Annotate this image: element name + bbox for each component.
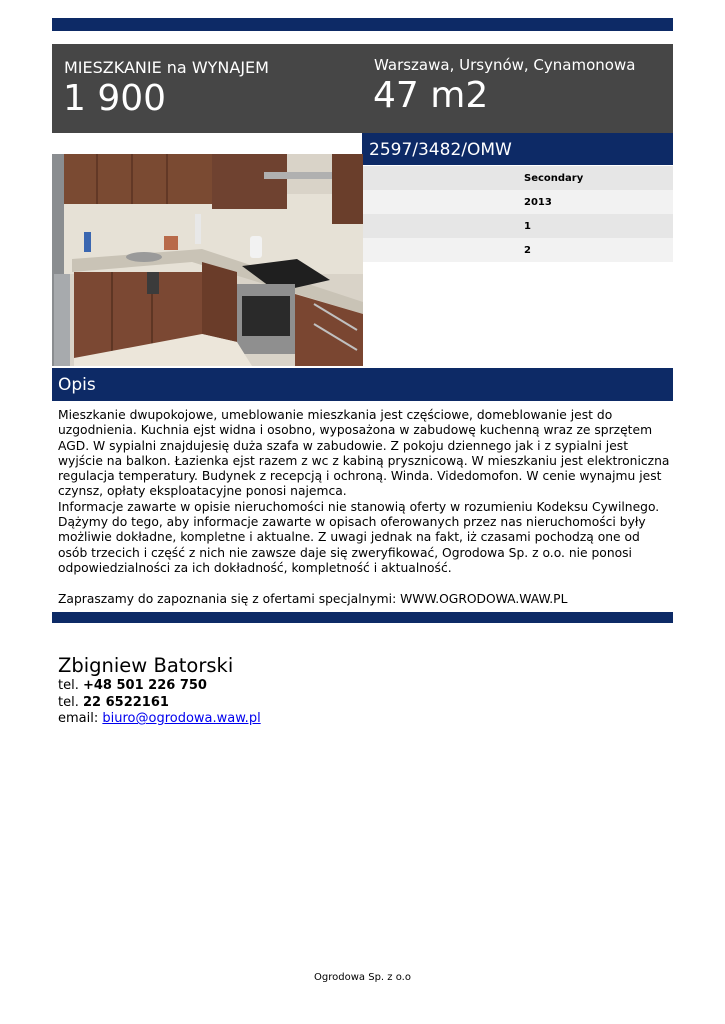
- email-label: email:: [58, 711, 99, 726]
- description-section-header: [52, 368, 673, 401]
- phone-number-landline: 22 6522161: [82, 694, 169, 710]
- param-row: [362, 238, 673, 262]
- footer-company: Ogrodowa Sp. z o.o: [314, 972, 411, 983]
- top-navy-bar: [52, 18, 673, 31]
- param-row: [362, 190, 673, 214]
- listing-header: [52, 44, 673, 133]
- section-title: Opis: [58, 375, 96, 395]
- bottom-navy-bar: [52, 612, 673, 623]
- param-value: 1: [524, 221, 531, 232]
- param-value: 2: [524, 245, 531, 256]
- listing-price: 1 900: [63, 78, 167, 119]
- param-row: [362, 214, 673, 238]
- phone-number-mobile: +48 501 226 750: [82, 678, 207, 693]
- param-value: 2013: [524, 197, 552, 208]
- email-link[interactable]: biuro@ogrodowa.waw.pl: [102, 711, 261, 726]
- phone-line-2: [58, 695, 261, 712]
- email-line: [58, 711, 261, 728]
- kitchen-photo: [52, 154, 363, 366]
- agent-name: Zbigniew Batorski: [58, 654, 234, 677]
- parameters-table: [362, 166, 673, 262]
- listing-location: Warszawa, Ursynów, Cynamonowa: [374, 56, 636, 74]
- param-value: Secondary: [524, 173, 584, 184]
- tel-label: tel.: [58, 678, 79, 693]
- phone-line-1: [58, 678, 261, 695]
- reference-number-bar: [362, 133, 673, 165]
- listing-area: 47 m2: [373, 75, 489, 116]
- param-row: [362, 166, 673, 190]
- reference-number: 2597/3482/OMW: [369, 140, 512, 160]
- tel-label: tel.: [58, 694, 79, 710]
- agent-contact: [58, 654, 261, 728]
- listing-type: MIESZKANIE na WYNAJEM: [64, 58, 269, 77]
- description-text: Mieszkanie dwupokojowe, umeblowanie mieszkania jest częściowe, domeblowanie jest do uzgodnienia. Kuchnia ejst widna i osobno, wyposażona w zabudowę kuchenną wraz ze sprzętem AGD. W sypialni znajdujesię duża szafa w zabudowie. Z pokoju dziennego jak i z sypialni jest wyjście na balkon. Łazienka ejst razem z wc z kabiną prysznicową. W mieszkaniu jest elektroniczna regulacja temperatury. Budynek z recepcją i ochroną. Winda. Videdomofon. W cenie wynajmu jest czynsz, opłaty eksploatacyjne ponosi najemca. Informacje zawarte w opisie nieruchomości nie stanowią oferty w rozumieniu Kodeksu Cywilnego. Dążymy do tego, aby informacje zawarte w opisach oferowanych przez nas nieruchomości były możliwie dokładne, kompletne i aktualne. Z uwagi jednak na fakt, iż czasami pochodzą one od osób trzecich i część z nich nie zawsze daje się zweryfikować, Ogrodowa Sp. z o.o. nie ponosi odpowiedzialności za ich dokładność, kompletność i aktualność. Zapraszamy do zapoznania się z ofertami specjalnymi: WWW.OGRODOWA.WAW.PL: [58, 408, 670, 606]
